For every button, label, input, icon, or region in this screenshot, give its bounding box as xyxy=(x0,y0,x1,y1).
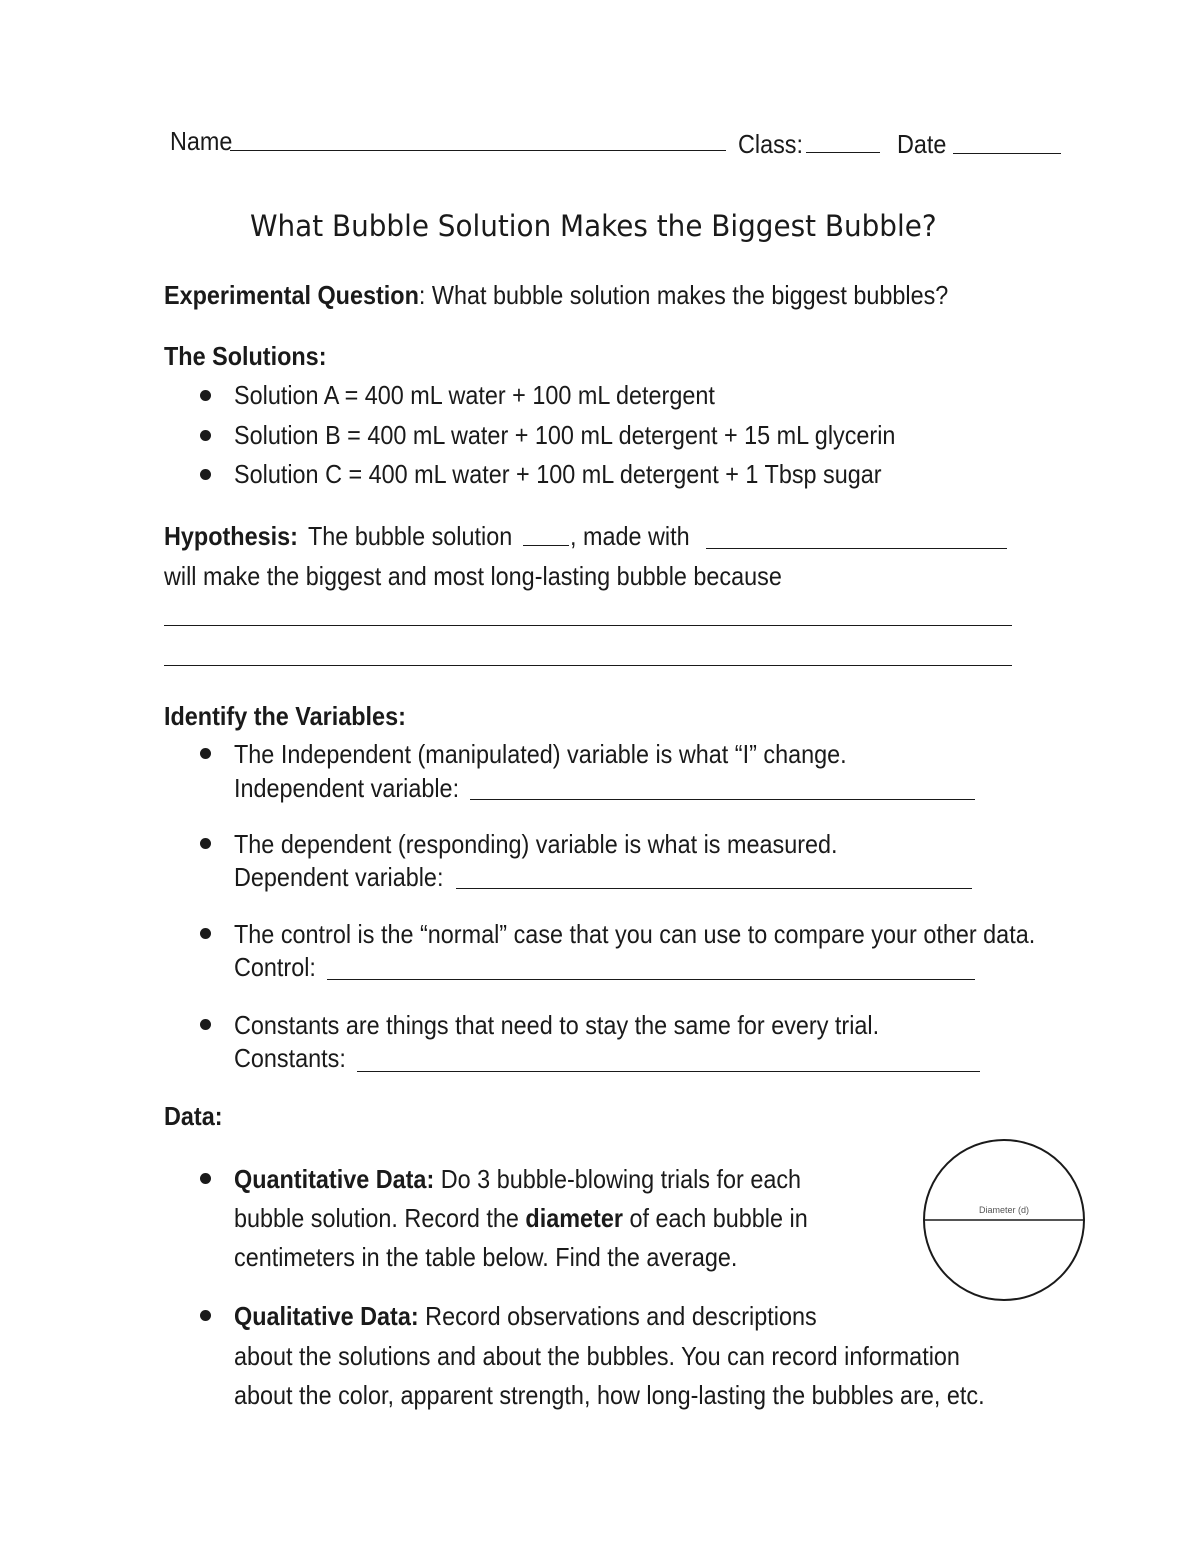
bullet-icon xyxy=(200,928,211,939)
solutions-heading: The Solutions: xyxy=(164,341,327,371)
quantitative-line-2 xyxy=(234,1205,808,1231)
experimental-question-label: Experimental Question xyxy=(164,280,419,310)
diameter-label: Diameter (d) xyxy=(978,1205,1030,1215)
qualitative-line-1 xyxy=(234,1303,817,1329)
page-title: What Bubble Solution Makes the Biggest Bubble? xyxy=(250,209,937,243)
bullet-icon xyxy=(200,1019,211,1030)
control-text: The control is the “normal” case that you can use to compare your other data. xyxy=(234,919,1036,949)
quantitative-label: Quantitative Data: xyxy=(234,1164,435,1194)
independent-variable-line[interactable] xyxy=(470,799,975,800)
bullet-icon xyxy=(200,1173,211,1184)
qualitative-text-1: Record observations and descriptions xyxy=(425,1301,817,1331)
control-label: Control: xyxy=(234,952,316,982)
constants-line[interactable] xyxy=(357,1071,980,1072)
dependent-variable-line[interactable] xyxy=(456,888,972,889)
constants-label: Constants: xyxy=(234,1043,346,1073)
bullet-icon xyxy=(200,390,211,401)
hypothesis-solution-line[interactable] xyxy=(523,545,569,546)
hypothesis-made-with-line[interactable] xyxy=(706,548,1007,549)
name-field-line[interactable] xyxy=(230,150,726,151)
control-line[interactable] xyxy=(327,979,975,980)
bullet-icon xyxy=(200,748,211,759)
bullet-icon xyxy=(200,1310,211,1321)
solution-a: Solution A = 400 mL water + 100 mL detergent xyxy=(234,380,715,410)
hypothesis-answer-line-1[interactable] xyxy=(164,625,1012,626)
quantitative-text-2c: of each bubble in xyxy=(629,1203,808,1233)
solution-b: Solution B = 400 mL water + 100 mL detergent + 15 mL glycerin xyxy=(234,420,896,450)
quantitative-diameter: diameter xyxy=(525,1203,623,1233)
quantitative-text-1: Do 3 bubble-blowing trials for each xyxy=(440,1164,802,1194)
quantitative-line-1 xyxy=(234,1166,801,1192)
bullet-icon xyxy=(200,838,211,849)
hypothesis-text-2: , made with xyxy=(570,521,690,551)
experimental-question-text: : What bubble solution makes the biggest bubbles? xyxy=(418,280,949,310)
qualitative-label: Qualitative Data: xyxy=(234,1301,419,1331)
constants-text: Constants are things that need to stay the same for every trial. xyxy=(234,1010,880,1040)
date-field-line[interactable] xyxy=(953,153,1061,154)
quantitative-line-3: centimeters in the table below. Find the average. xyxy=(234,1242,738,1272)
variables-heading: Identify the Variables: xyxy=(164,701,406,731)
bullet-icon xyxy=(200,469,211,480)
bubble-diameter-diagram xyxy=(918,1134,1090,1306)
quantitative-text-2a: bubble solution. Record the xyxy=(234,1203,519,1233)
independent-variable-label: Independent variable: xyxy=(234,773,460,803)
date-label: Date xyxy=(897,129,947,159)
dependent-variable-text: The dependent (responding) variable is what is measured. xyxy=(234,829,838,859)
class-field-line[interactable] xyxy=(806,152,880,153)
class-label: Class: xyxy=(738,129,804,159)
experimental-question xyxy=(164,282,948,308)
hypothesis-answer-line-2[interactable] xyxy=(164,665,1012,666)
independent-variable-text: The Independent (manipulated) variable is what “I” change. xyxy=(234,739,847,769)
name-label: Name xyxy=(170,126,233,156)
bullet-icon xyxy=(200,430,211,441)
hypothesis-label: Hypothesis: xyxy=(164,521,298,551)
qualitative-line-2: about the solutions and about the bubbles. You can record information xyxy=(234,1341,960,1371)
hypothesis-text-1: The bubble solution xyxy=(308,521,513,551)
dependent-variable-label: Dependent variable: xyxy=(234,862,444,892)
qualitative-line-3: about the color, apparent strength, how long-lasting the bubbles are, etc. xyxy=(234,1380,985,1410)
data-heading: Data: xyxy=(164,1101,223,1131)
hypothesis-text-3: will make the biggest and most long-lasting bubble because xyxy=(164,561,782,591)
solution-c: Solution C = 400 mL water + 100 mL detergent + 1 Tbsp sugar xyxy=(234,459,882,489)
